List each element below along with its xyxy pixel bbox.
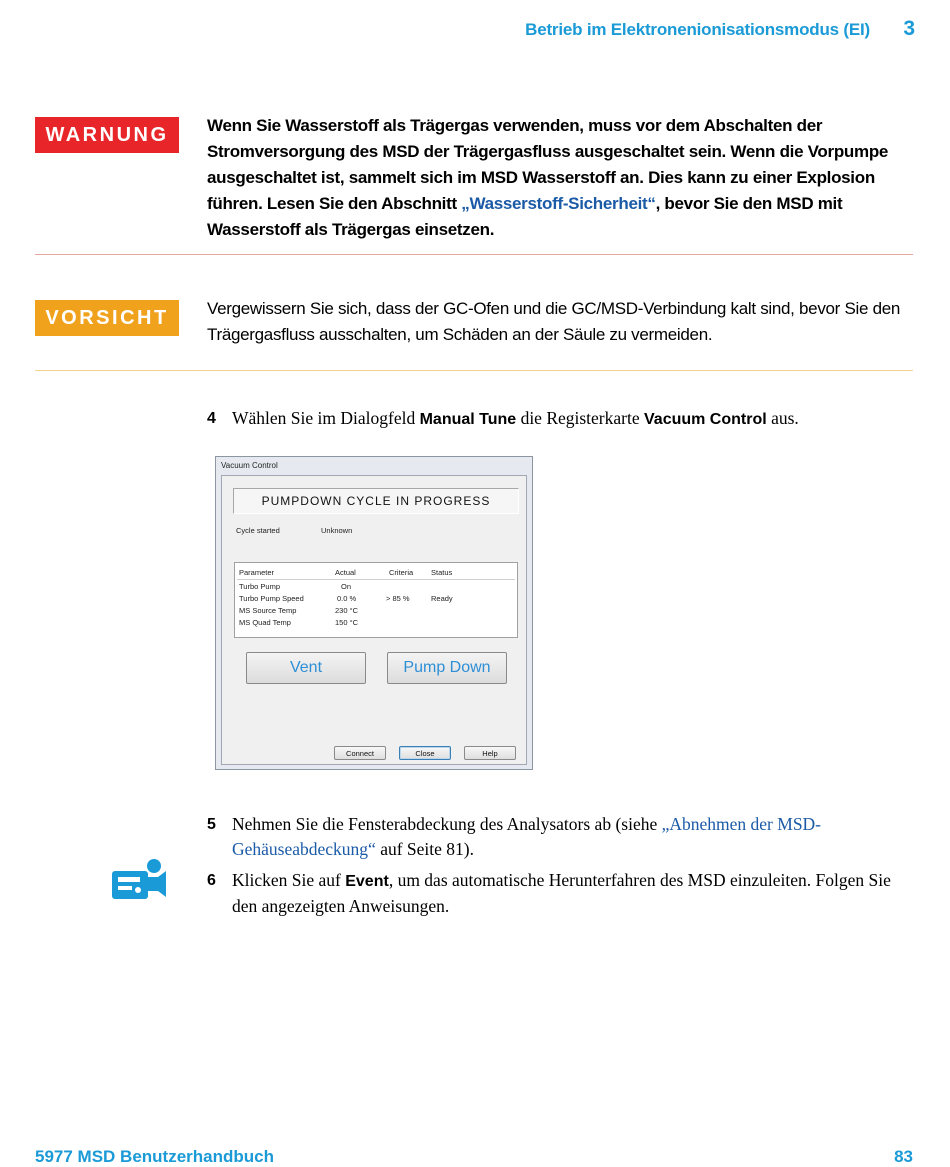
chapter-number: 3 [903,17,915,40]
status-banner: PUMPDOWN CYCLE IN PROGRESS [233,488,519,514]
warning-badge: WARNUNG [35,117,179,153]
table-cell: > 85 % [386,594,410,603]
close-button[interactable]: Close [399,746,451,760]
connect-button[interactable]: Connect [334,746,386,760]
warning-text-before: Wenn Sie Wasserstoff als Trägergas verwenden, muss vor dem Abschalten der Stromversorgung des MSD der Trägergasfluss ausgeschaltet sein. Wenn die Vorpumpe ausgeschaltet ist, sammelt sich im MSD Wasserstoff an. Dies kann zu einer Explosion führen. Lesen Sie den Abschnitt [207,116,889,213]
manual-title: 5977 MSD Benutzerhandbuch [35,1147,274,1166]
warning-divider [35,254,913,255]
header-title: Betrieb im Elektronenionisationsmodus (EI) [525,20,870,39]
table-cell: 0.0 % [337,594,357,603]
step-text: Nehmen Sie die Fensterabdeckung des Analysators ab (siehe [232,814,662,834]
caution-divider [35,370,913,371]
column-header: Criteria [389,568,414,577]
parameter-table [234,562,518,638]
warning-text-after: , bevor Sie den MSD mit Wasserstoff als Trägergas einsetzen. [207,194,843,239]
dialog-client-area [221,475,527,765]
column-header: Status [431,568,453,577]
vacuum-control-dialog [215,456,533,770]
step-text: aus. [766,408,799,428]
page-number: 83 [894,1147,913,1166]
event-term: Event [345,873,389,890]
column-header: Parameter [239,568,275,577]
step-text: Wählen Sie im Dialogfeld [232,408,420,428]
table-cell: On [341,582,352,591]
step-number: 5 [207,816,216,833]
table-cell: Ready [431,594,453,603]
step-text: auf Seite 81). [375,839,474,859]
cycle-started-value: Unknown [321,526,353,535]
step-number: 4 [207,410,216,427]
table-cell: MS Quad Temp [239,618,291,627]
pump-down-button[interactable]: Pump Down [387,652,507,684]
step-text: , um das automatische Herunterfahren des MSD einzuleiten. Folgen Sie den angezeigten Anweisungen. [232,870,891,916]
warning-text [207,113,917,243]
header-separator [237,579,515,580]
help-button[interactable]: Help [464,746,516,760]
hydrogen-safety-link[interactable]: „Wasserstoff-Sicherheit“ [461,194,656,213]
dialog-title: Vacuum Control [221,461,278,470]
cycle-started-label: Cycle started [236,526,280,535]
caution-badge: VORSICHT [35,300,179,336]
column-header: Actual [335,568,356,577]
step-number: 6 [207,872,216,889]
cover-removal-link[interactable]: „Abnehmen der MSD-Gehäuseabdeckung“ [232,814,822,859]
vent-button[interactable]: Vent [246,652,366,684]
vacuum-control-term: Vacuum Control [644,411,767,428]
step-text: Klicken Sie auf [232,870,346,890]
table-cell: Turbo Pump Speed [239,594,304,603]
step-6 [207,868,917,919]
step-5 [207,812,917,862]
video-camera-icon [110,857,168,908]
manual-tune-term: Manual Tune [419,411,517,428]
table-cell: MS Source Temp [239,606,297,615]
step-text: die Registerkarte [516,408,644,428]
table-cell: 230 °C [335,606,359,615]
table-cell: Turbo Pump [239,582,280,591]
step-4 [207,406,917,432]
table-cell: 150 °C [335,618,359,627]
caution-text: Vergewissern Sie sich, dass der GC-Ofen und die GC/MSD-Verbindung kalt sind, bevor Sie den Trägergasfluss ausschalten, um Schäden an der Säule zu vermeiden. [207,299,901,344]
